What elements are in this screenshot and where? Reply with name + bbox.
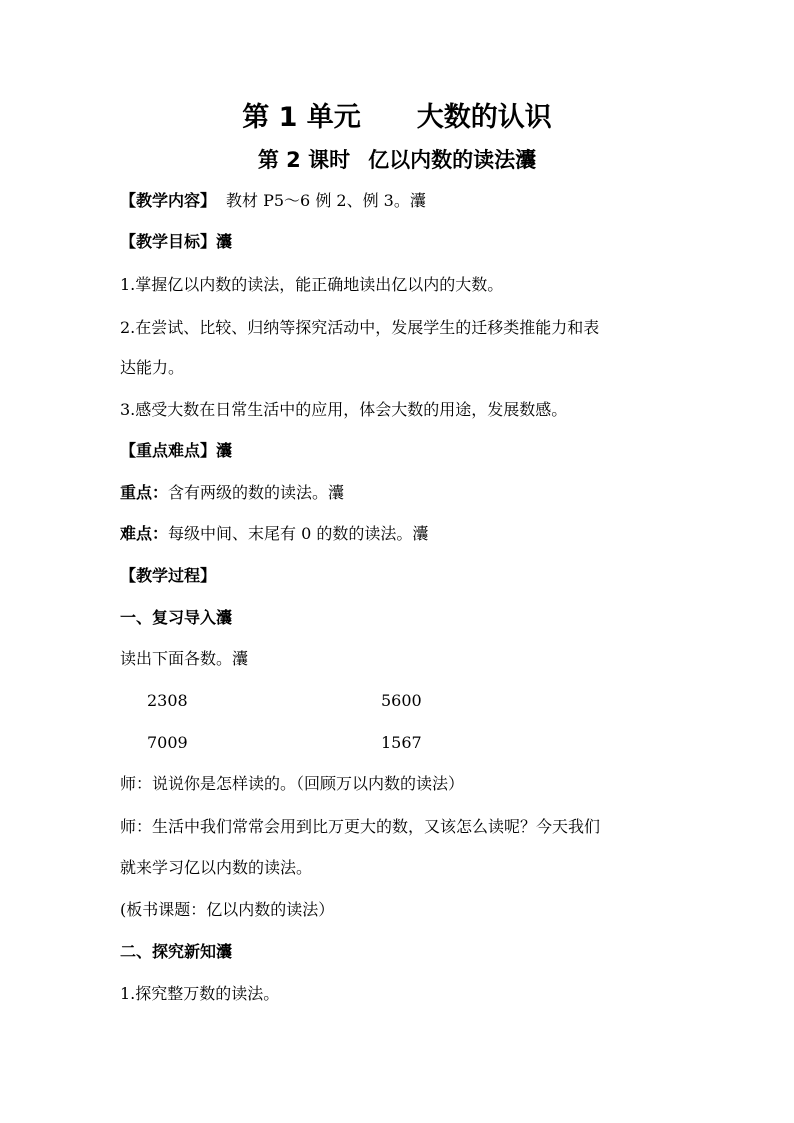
lesson-heading <box>0 143 794 177</box>
goal-item: 2.在尝试、比较、归纳等探究活动中，发展学生的迁移类推能力和表 <box>120 318 600 337</box>
board-note: (板书课题：亿以内数的读法） <box>120 900 335 919</box>
teaching-content-label: 【教学内容】 <box>120 191 217 210</box>
goal-item: 1.掌握亿以内数的读法，能正确地读出亿以内的大数。 <box>120 275 504 294</box>
key-difficult-heading <box>120 438 720 464</box>
teaching-content-text: 教材 P5～6 例 2、例 3。灢 <box>226 191 426 210</box>
key-point <box>120 480 720 506</box>
goal-item: 达能力。 <box>120 358 185 377</box>
key-difficult-label: 【重点难点】灢 <box>120 441 233 460</box>
teaching-process-label: 【教学过程】 <box>120 566 217 585</box>
section-review-intro: 读出下面各数。灢 <box>120 649 249 668</box>
section-review-title: 一、复习导入灢 <box>120 608 233 627</box>
goal-item: 3.感受大数在日常生活中的应用，体会大数的用途，发展数感。 <box>120 400 568 419</box>
unit-heading <box>0 98 794 138</box>
number-item: 5600 <box>381 691 422 710</box>
section-explore-title: 二、探究新知灢 <box>120 942 233 961</box>
key-point-label: 重点： <box>120 483 169 502</box>
number-item: 7009 <box>147 733 188 752</box>
number-item: 2308 <box>147 691 188 710</box>
teaching-process-heading <box>120 563 720 589</box>
difficult-point <box>120 521 720 547</box>
difficult-point-text: 每级中间、末尾有 0 的数的读法。灢 <box>168 524 429 543</box>
key-point-text: 含有两级的数的读法。灢 <box>168 483 345 502</box>
difficult-point-label: 难点： <box>120 524 169 543</box>
explore-item: 1.探究整万数的读法。 <box>120 984 280 1003</box>
lesson-title: 亿以内数的读法灢 <box>368 148 537 172</box>
teacher-question: 师：说说你是怎样读的。（回顾万以内数的读法） <box>120 774 465 793</box>
unit-title: 大数的认识 <box>416 102 552 133</box>
teaching-content <box>120 188 720 214</box>
teaching-goals-heading <box>120 229 720 255</box>
teacher-intro-line: 就来学习亿以内数的读法。 <box>120 858 313 877</box>
teacher-intro-line: 师：生活中我们常常会用到比万更大的数，又该怎么读呢？今天我们 <box>120 817 601 836</box>
lesson-number: 第 2 课时 <box>257 148 351 172</box>
teaching-goals-label: 【教学目标】灢 <box>120 232 233 251</box>
unit-number: 第 1 单元 <box>242 102 361 133</box>
number-item: 1567 <box>381 733 422 752</box>
